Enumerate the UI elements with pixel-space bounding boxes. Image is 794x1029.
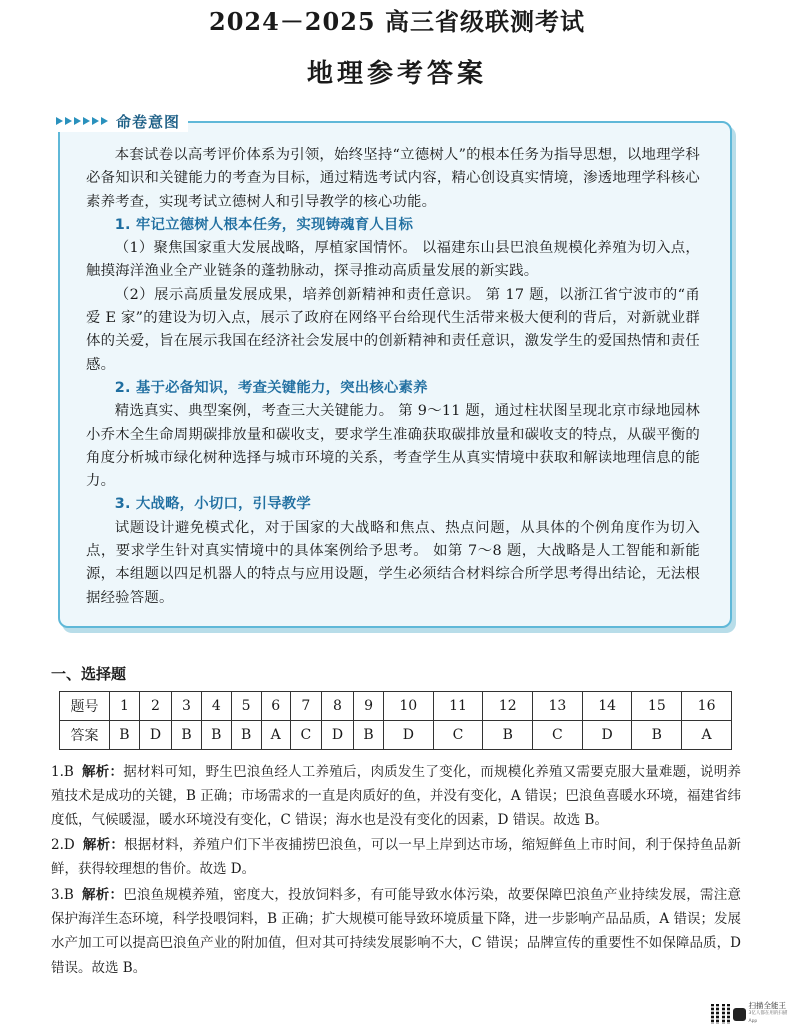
answer-cell: B	[354, 721, 384, 750]
answer-cell: B	[172, 721, 202, 750]
exam-title: 2024－2025 高三省级联测考试	[209, 7, 585, 36]
question-number: 4	[201, 692, 231, 721]
explanation-2	[51, 833, 741, 881]
explanation-tag: 解析：	[81, 887, 124, 903]
question-number: 12	[483, 692, 533, 721]
explanation-tag: 解析：	[81, 764, 124, 780]
row-header: 题号	[60, 692, 110, 721]
arrow-icon	[101, 117, 108, 125]
answer-table	[59, 691, 732, 750]
explanation-number: 1.B	[51, 764, 74, 780]
intent-body	[86, 144, 700, 610]
question-number: 6	[261, 692, 290, 721]
answer-cell: C	[533, 721, 583, 750]
intent-paragraph: （1）聚焦国家重大发展战略，厚植家国情怀。 以福建东山县巴浪鱼规模化养殖为切入点，触摸海洋渔业全产业链条的蓬勃脉动，探寻推动高质量发展的新实践。	[86, 240, 700, 280]
intent-paragraph: 试题设计避免模式化，对于国家的大战略和焦点、热点问题，从具体的个例角度作为切入点，要求学生针对真实情境中的具体案例给予思考。 如第 7～8 题，大战略是人工智能和新能源，本组题以四足机器人的特点与应用设题，学生必须结合材料综合所学思考得出结论，无法根据经验答题。	[86, 519, 700, 606]
arrow-icons	[56, 117, 108, 125]
intent-paragraph: 本套试卷以高考评价体系为引领，始终坚持“立德树人”的根本任务为指导思想，以地理学科必备知识和关键能力的考查为目标，通过精选考试内容，精心创设真实情境，渗透地理学科核心素养考查，实现考试立德树人和引导教学的核心功能。	[86, 147, 700, 210]
question-number: 10	[383, 692, 433, 721]
answer-cell: D	[582, 721, 632, 750]
section-title: 一、选择题	[51, 665, 127, 683]
arrow-icon	[65, 117, 72, 125]
answer-cell: C	[433, 721, 483, 750]
explanation-number: 3.B	[51, 887, 74, 903]
answer-cell: A	[682, 721, 732, 750]
question-number: 11	[433, 692, 483, 721]
scanner-brand-name: 扫描全能王	[748, 1001, 786, 1010]
intent-paragraph: 精选真实、典型案例，考查三大关键能力。 第 9～11 题，通过柱状图呈现北京市绿地园林小乔木全生命周期碳排放量和碳收支，要求学生准确获取碳排放量和碳收支的特点，从碳平衡的角度分析城市绿化树种选择与城市环境的关系，考查学生从真实情境中获取和解读地理信息的能力。	[86, 403, 700, 490]
row-header: 答案	[60, 721, 110, 750]
scanner-brand	[749, 1002, 794, 1026]
intent-heading: 3. 大战略，小切口，引导教学	[114, 496, 311, 513]
answer-cell: B	[110, 721, 140, 750]
scanner-logo-icon	[733, 1008, 745, 1021]
explanation-number: 2.D	[51, 837, 75, 853]
question-number: 14	[582, 692, 632, 721]
explanation-3	[51, 883, 741, 980]
scanner-watermark	[711, 1002, 794, 1026]
question-number: 1	[110, 692, 140, 721]
answer-cell: B	[483, 721, 533, 750]
question-number: 8	[321, 692, 353, 721]
question-number: 15	[632, 692, 682, 721]
question-number: 16	[682, 692, 732, 721]
answer-key-title: 地理参考答案	[306, 59, 487, 89]
intent-paragraph: （2）展示高质量发展成果，培养创新精神和责任意识。 第 17 题，以浙江省宁波市的“甬爱 E 家”的建设为切入点，展示了政府在网络平台给现代生活带来极大便利的背后，对新就业群体的关爱，旨在展示我国在经济社会发展中的创新精神和责任意识，激发学生的爱国热情和责任感。	[86, 286, 700, 373]
question-number: 13	[533, 692, 583, 721]
intent-heading: 2. 基于必备知识，考查关键能力，突出核心素养	[114, 379, 428, 396]
answer-cell: B	[231, 721, 261, 750]
table-row-numbers	[60, 692, 732, 721]
question-number: 3	[172, 692, 202, 721]
explanation-text: 巴浪鱼规模养殖，密度大，投放饲料多，有可能导致水体污染，故要保障巴浪鱼产业持续发展，需注意保护海洋生态环境，科学投喂饲料，B 正确；扩大规模可能导致环境质量下降，进一步影响产品品质，A 错误；发展水产加工可以提高巴浪鱼产业的附加值，但对其可持续发展影响不大，C 错误；品牌宣传的重要性不如保障品质，D 错误。故选 B。	[51, 887, 742, 976]
answer-cell: B	[632, 721, 682, 750]
question-number: 2	[139, 692, 171, 721]
answer-cell: C	[290, 721, 321, 750]
scanner-brand-tagline: 3亿人都在用的扫描App	[748, 1011, 788, 1024]
question-number: 9	[354, 692, 384, 721]
explanation-1	[51, 760, 741, 833]
question-number: 5	[231, 692, 261, 721]
answer-cell: D	[321, 721, 353, 750]
arrow-icon	[56, 117, 63, 125]
intent-heading: 1. 牢记立德树人根本任务，实现铸魂育人目标	[114, 216, 414, 233]
arrow-icon	[74, 117, 81, 125]
explanation-text: 根据材料，养殖户们下半夜捕捞巴浪鱼，可以一早上岸到达市场，缩短鲜鱼上市时间，利于保持鱼品新鲜，获得较理想的售价。故选 D。	[51, 837, 742, 878]
answer-cell: B	[201, 721, 231, 750]
intent-panel-title: 命卷意图	[116, 112, 181, 131]
arrow-icon	[83, 117, 90, 125]
question-number: 7	[290, 692, 321, 721]
explanation-tag: 解析：	[82, 837, 125, 853]
answer-cell: D	[139, 721, 171, 750]
table-row-answers	[60, 721, 732, 750]
answer-cell: A	[261, 721, 290, 750]
arrow-icon	[92, 117, 99, 125]
explanation-text: 据材料可知，野生巴浪鱼经人工养殖后，肉质发生了变化，而规模化养殖又需要克服大量难题，说明养殖技术是成功的关键，B 正确；市场需求的一直是肉质好的鱼，并没有变化，A 错误；巴浪鱼喜暖水环境，福建省纬度低，气候暖湿，暖水环境没有变化，C 错误；海水也是没有变化的因素，D 错误。故选 B。	[51, 764, 742, 829]
intent-panel-header	[52, 110, 188, 132]
answer-cell: D	[383, 721, 433, 750]
qr-code-icon	[711, 1004, 730, 1024]
